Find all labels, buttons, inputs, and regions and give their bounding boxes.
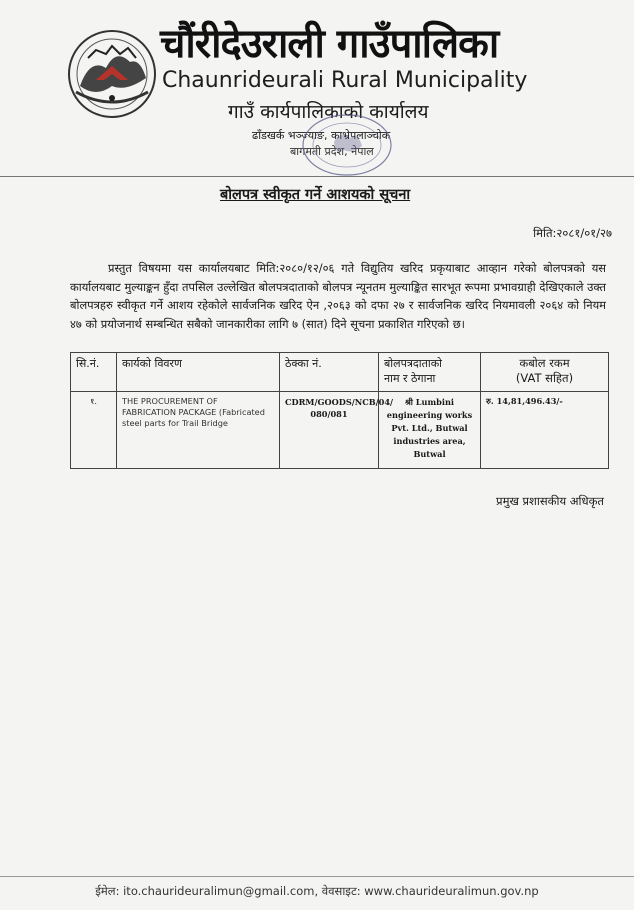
header-amount-line1: कबोल रकम [519,356,570,370]
header-contract-no: ठेक्का नं. [280,353,379,392]
municipality-name-english: Chaunrideurali Rural Municipality [162,68,528,93]
office-name: गाउँ कार्यपालिकाको कार्यालय [228,101,429,123]
government-emblem-icon [66,28,158,120]
municipality-name-nepali: चौंरीदेउराली गाउँपालिका [160,21,499,67]
notice-date: मिति:२०८१/०१/२७ [533,226,612,240]
header-bidder-line1: बोलपत्रदाताको [384,357,443,370]
header-sn: सि.नं. [71,353,117,392]
signatory-title: प्रमुख प्रशासकीय अधिकृत [496,494,604,508]
header-bidder-line2: नाम र ठेगाना [384,372,436,385]
office-address: ढाँडखर्क भञ्ज्याङ, काभ्रेपलाञ्चोक [252,129,391,142]
header-description: कार्यको विवरण [117,353,280,392]
cell-description: THE PROCUREMENT OF FABRICATION PACKAGE (Fabricated steel parts for Trail Bridge [117,392,280,469]
table-row [71,392,609,469]
header-amount-line2: (VAT सहित) [515,371,574,385]
bid-table [70,352,609,469]
province-name: बागमती प्रदेश, नेपाल [290,145,374,158]
cell-contract-no [280,392,394,469]
footer-contact: ईमेल: ito.chaurideuralimun@gmail.com, वेवसाइट: www.chaurideuralimun.gov.np [95,884,539,898]
header-amount [481,353,609,392]
notice-title: बोलपत्र स्वीकृत गर्ने आशयको सूचना [220,187,411,203]
cell-contract-no-line2: 080/081 [310,409,348,419]
table-header-row [71,353,609,392]
cell-contract-no-line1: CDRM/GOODS/NCB/04/ [285,397,394,407]
notice-body: प्रस्तुत विषयमा यस कार्यालयबाट मिति:२०८०/१२/०६ गते विद्युतिय खरिद प्रकृयाबाट आव्हान गरेको बोलपत्रको यस कार्यालयबाट मुल्याङ्कन हुँदा तपसिल उल्लेखित बोलपत्रदाताको बोलपत्र न्यूनतम मुल्याङ्कित सारभूत रूपमा प्रभावग्राही देखिएकाले उक्त बोलपत्रहरु स्वीकृत गर्ने आशय रहेकोले सार्वजनिक खरिद ऐन ,२०६३ को दफा २७ र सार्वजनिक खरिद नियमावली २०६४ को नियम ४७ को प्रयोजनार्थ सम्बन्धित सबैको जानकारीका लागि ७ (सात) दिने सूचना प्रकाशित गरिएको छ। [70,261,606,331]
footer-divider [0,876,634,877]
office-stamp-icon [300,112,394,178]
header-bidder [379,353,481,392]
cell-bidder: श्री Lumbini engineering works Pvt. Ltd., Butwal industries area, Butwal [379,392,481,469]
cell-sn: १. [71,392,117,469]
header-divider [0,176,634,177]
cell-amount: रु. 14,81,496.43/- [481,392,609,469]
